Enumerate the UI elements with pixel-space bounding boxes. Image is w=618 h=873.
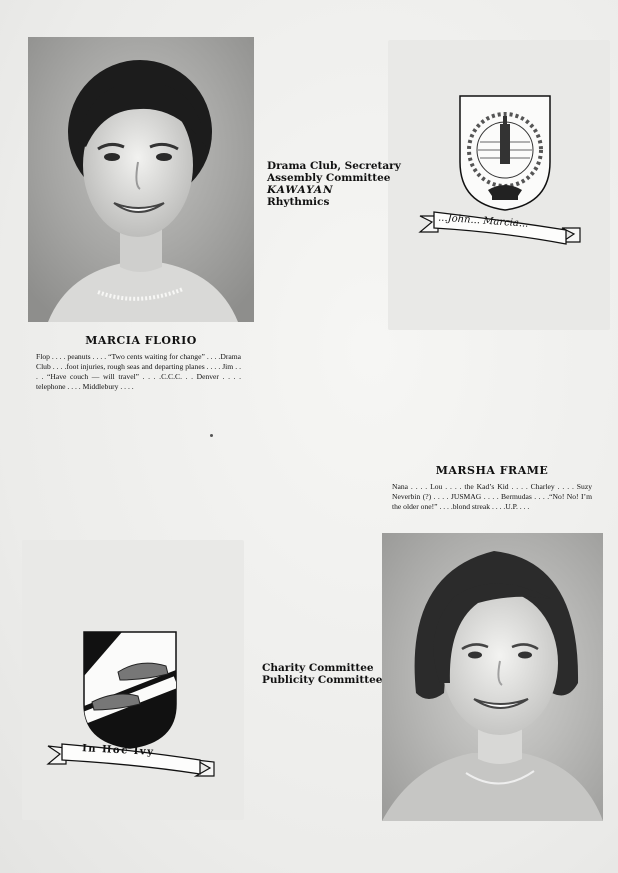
- marsha-portrait-photo: [382, 533, 603, 821]
- marsha-activity-1: Charity Committee: [262, 662, 374, 674]
- marcia-blurb: Flop . . . . peanuts . . . . “Two cents waiting for change” . . . .Drama Club . . . .foot injuries, rough seas and departing planes . . . . Jim . . . . “Have couch — will travel” . . . .C.C.C. . . Denver . . . . telephone . . . . Middlebury . . . .: [36, 352, 241, 391]
- marcia-name: MARCIA FLORIO: [85, 334, 197, 347]
- marcia-activity-3: KAWAYAN: [267, 184, 334, 196]
- marcia-portrait-photo: [28, 37, 254, 322]
- marsha-blurb: Nana . . . . Lou . . . . the Kad’s Kid . . . . Charley . . . . Suzy Neverbin (?) . . . . JUSMAG . . . . Bermudas . . . .“No! No! I’m the older one!” . . . .blond streak . . . .U.P. . . .: [392, 482, 592, 511]
- marcia-activity-2: Assembly Committee: [267, 172, 391, 184]
- marcia-activity-4: Rhythmics: [267, 196, 330, 208]
- marcia-activity-1: Drama Club, Secretary: [267, 160, 401, 172]
- marsha-activity-2: Publicity Committee: [262, 674, 383, 686]
- marsha-banner-text: In Hoc Ivy: [81, 743, 155, 758]
- marcia-activities: [267, 160, 401, 208]
- marcia-banner-text: ...John... Marcia...: [437, 212, 529, 230]
- marsha-activities: [262, 662, 382, 686]
- marsha-name: MARSHA FRAME: [435, 464, 549, 477]
- marsha-crest: [44, 628, 216, 780]
- marcia-crest: [412, 92, 582, 252]
- stray-dot: [210, 434, 213, 437]
